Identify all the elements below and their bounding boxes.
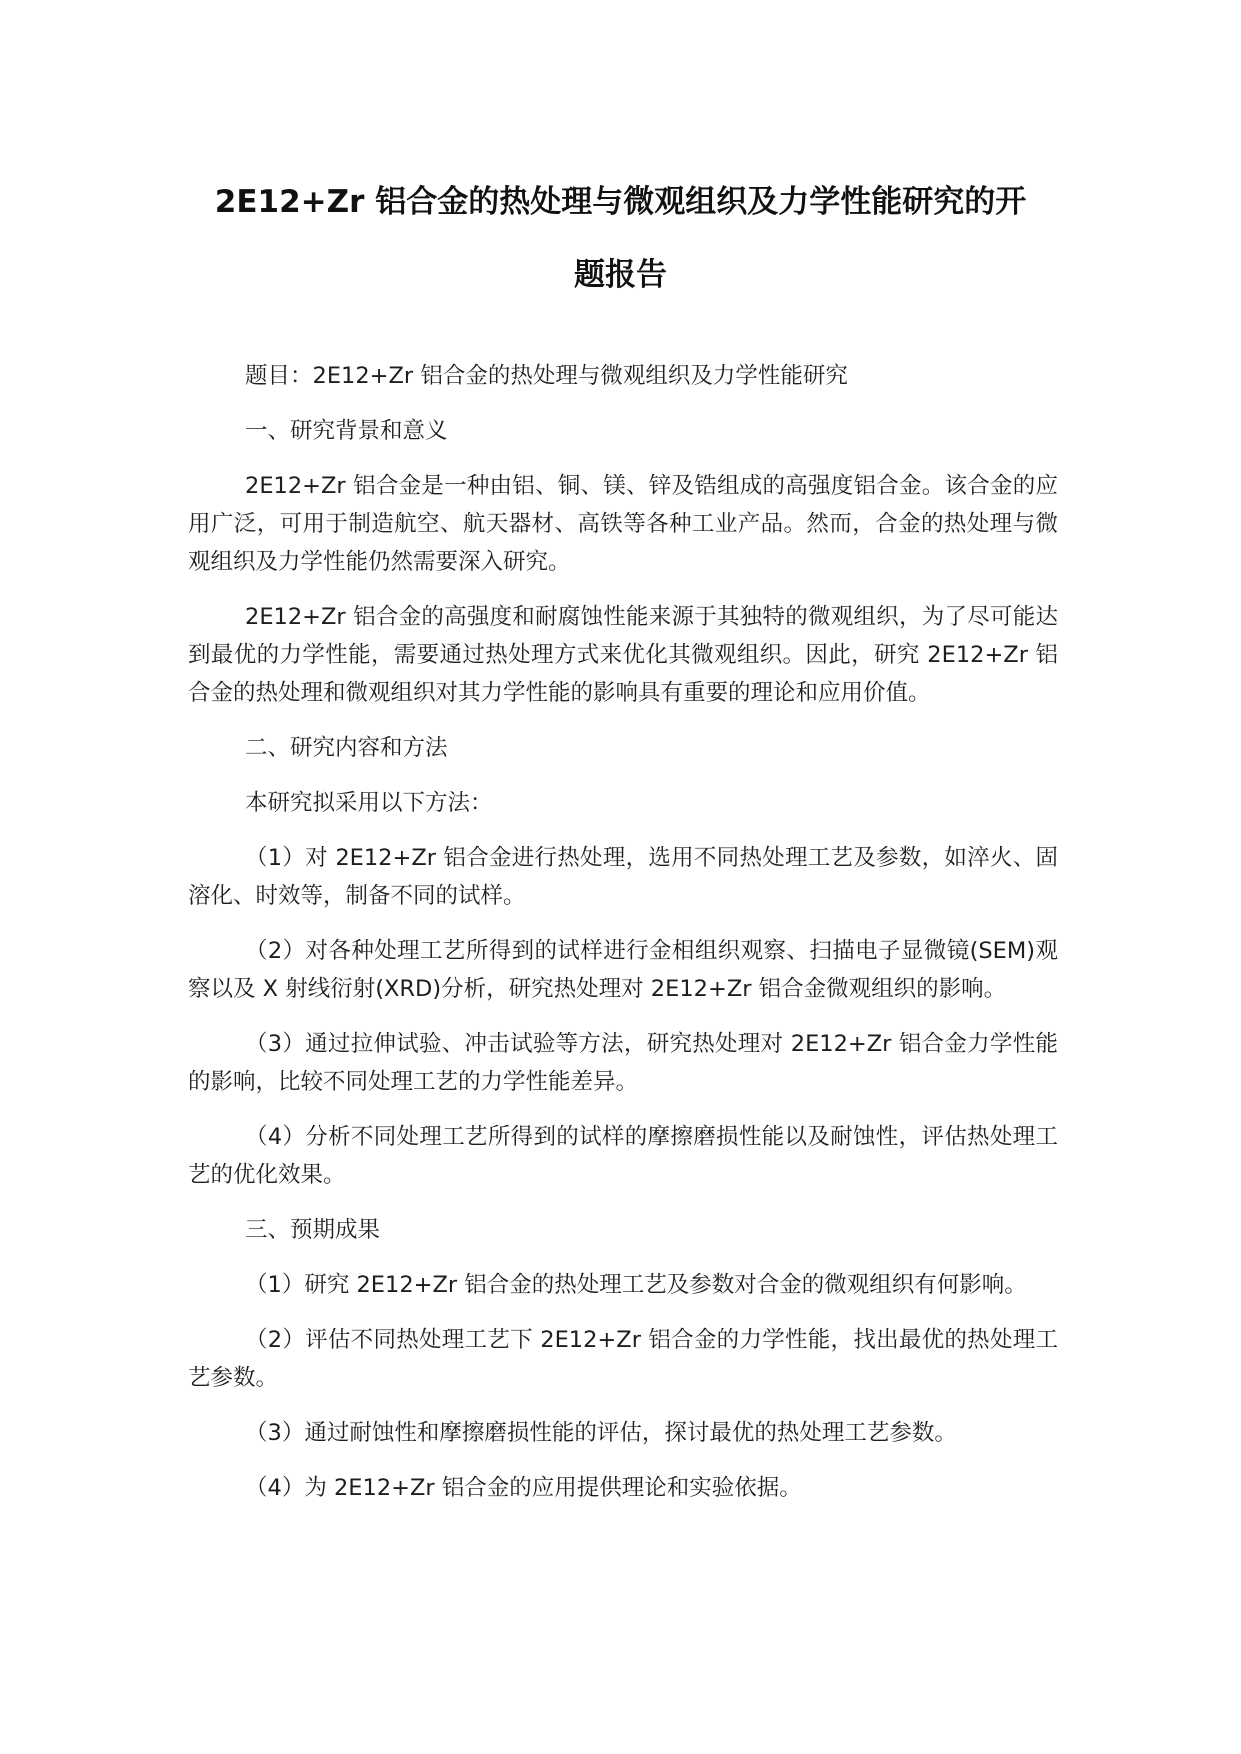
document-title-line-1: 2E12+Zr 铝合金的热处理与微观组织及力学性能研究的开: [214, 184, 1027, 220]
method-item: （2）对各种处理工艺所得到的试样进行金相组织观察、扫描电子显微镜(SEM)观察以及 X 射线衍射(XRD)分析，研究热处理对 2E12+Zr 铝合金微观组织的影响。: [188, 938, 1058, 1002]
result-item: （3）通过耐蚀性和摩擦磨损性能的评估，探讨最优的热处理工艺参数。: [245, 1420, 957, 1446]
paragraph: 2E12+Zr 铝合金的高强度和耐腐蚀性能来源于其独特的微观组织，为了尽可能达到最优的力学性能，需要通过热处理方式来优化其微观组织。因此，研究 2E12+Zr 铝合金的热处理和微观组织对其力学性能的影响具有重要的理论和应用价值。: [188, 604, 1058, 706]
document-body: [188, 357, 1058, 1524]
topic-line: 题目：2E12+Zr 铝合金的热处理与微观组织及力学性能研究: [245, 363, 848, 389]
document-title-line-2: 题报告: [574, 257, 667, 293]
result-item: （2）评估不同热处理工艺下 2E12+Zr 铝合金的力学性能，找出最优的热处理工艺参数。: [188, 1327, 1058, 1391]
result-item: （1）研究 2E12+Zr 铝合金的热处理工艺及参数对合金的微观组织有何影响。: [245, 1272, 1027, 1298]
section-heading-content-methods: 二、研究内容和方法: [245, 735, 448, 761]
section-heading-background: 一、研究背景和意义: [245, 418, 448, 444]
paragraph: 本研究拟采用以下方法：: [245, 790, 493, 816]
result-item: （4）为 2E12+Zr 铝合金的应用提供理论和实验依据。: [245, 1475, 802, 1501]
method-item: （1）对 2E12+Zr 铝合金进行热处理，选用不同热处理工艺及参数，如淬火、固溶化、时效等，制备不同的试样。: [188, 845, 1058, 909]
method-item: （3）通过拉伸试验、冲击试验等方法，研究热处理对 2E12+Zr 铝合金力学性能的影响，比较不同处理工艺的力学性能差异。: [188, 1031, 1058, 1095]
method-item: （4）分析不同处理工艺所得到的试样的摩擦磨损性能以及耐蚀性，评估热处理工艺的优化效果。: [188, 1124, 1058, 1188]
paragraph: 2E12+Zr 铝合金是一种由铝、铜、镁、锌及锆组成的高强度铝合金。该合金的应用广泛，可用于制造航空、航天器材、高铁等各种工业产品。然而，合金的热处理与微观组织及力学性能仍然需要深入研究。: [188, 473, 1058, 575]
section-heading-expected-results: 三、预期成果: [245, 1217, 381, 1243]
